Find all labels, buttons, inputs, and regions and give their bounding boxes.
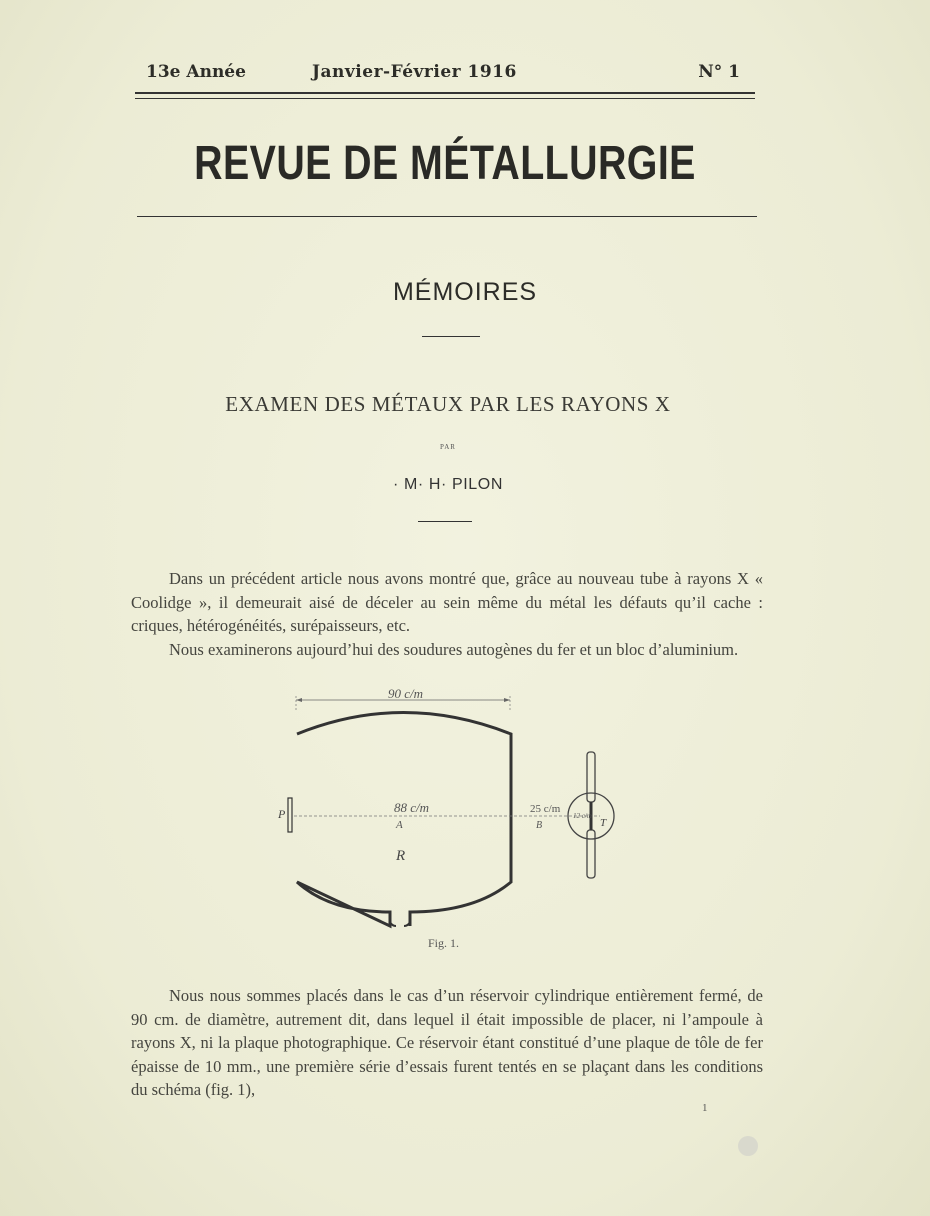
- title-rule: [137, 216, 757, 217]
- header-rule-top: [135, 92, 755, 95]
- arrow-left: [296, 698, 302, 702]
- label-t: T: [600, 817, 607, 829]
- byline-par: PAR: [440, 443, 456, 451]
- dimension-label-gap: 25 c/m: [530, 803, 561, 815]
- photo-plate: [288, 798, 292, 832]
- label-p: P: [278, 807, 286, 821]
- section-heading: MÉMOIRES: [392, 278, 538, 306]
- section-divider: [422, 336, 480, 337]
- page-number: 1: [702, 1102, 708, 1114]
- xray-tube-neck-bottom: [587, 830, 595, 878]
- header-rule-bottom: [135, 98, 755, 100]
- paragraph: Dans un précédent article nous avons montré que, grâce au nouveau tube à rayons X « Coolidge », il demeurait aisé de déceler au sein même du métal les défauts qu’il cache : criques, hétérogénéités, surépaisseurs, etc.: [131, 569, 763, 635]
- label-b: B: [536, 820, 543, 831]
- label-a: A: [396, 819, 403, 831]
- author-divider: [418, 521, 472, 522]
- journal-title: REVUE DE MÉTALLURGIE: [194, 137, 696, 190]
- article-author: · M· H· PILON: [392, 476, 504, 493]
- dimension-label-tube: 12 c/m: [573, 812, 592, 820]
- arrow-right: [504, 698, 510, 702]
- paragraph: Nous nous sommes placés dans le cas d’un réservoir cylindrique entièrement fermé, de 90 cm. de diamètre, autrement dit, dans lequel il était impossible de placer, ni l’ampoule à rayons X, ni la plaque photographique. Ce réservoir étant constitué d’une plaque de tôle de fer épaisse de 10 mm., une première série d’essais furent tentés en se plaçant dans les conditions du schéma (fig. 1),: [131, 986, 763, 1099]
- figure-caption: Fig. 1.: [428, 936, 460, 950]
- header-date: Janvier-Février 1916: [312, 62, 517, 82]
- paper-stain: [738, 1136, 758, 1156]
- paragraph: Nous examinerons aujourd’hui des soudures autogènes du fer et un bloc d’aluminium.: [169, 639, 739, 659]
- body-paragraph: [131, 984, 763, 1102]
- figure-1-diagram: [270, 686, 630, 936]
- tank-outlet: [390, 912, 410, 926]
- dimension-label-inner: 88 c/m: [394, 800, 430, 815]
- xray-tube-neck-top: [587, 752, 595, 802]
- header-issue-number: N° 1: [698, 62, 740, 82]
- label-r: R: [396, 848, 406, 864]
- article-title: EXAMEN DES MÉTAUX PAR LES RAYONS X: [225, 392, 671, 416]
- dimension-label-top: 90 c/m: [388, 686, 424, 701]
- intro-paragraphs: [131, 567, 763, 661]
- header-year: 13e Année: [146, 62, 246, 82]
- tank-outline: [297, 713, 511, 927]
